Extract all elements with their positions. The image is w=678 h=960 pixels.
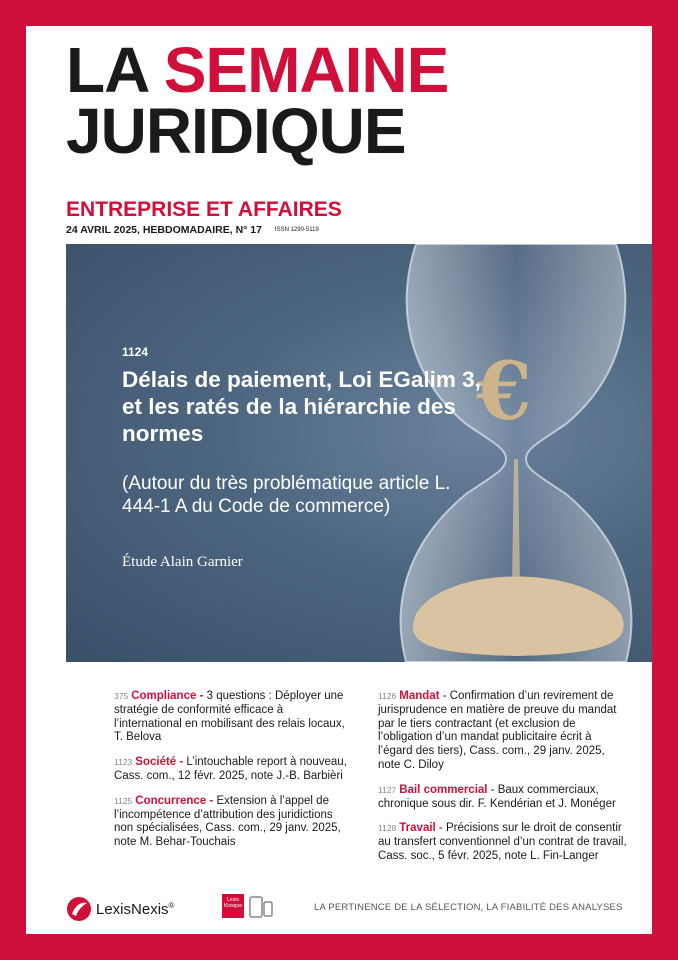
entry-text: - Confirmation d’un revirement de jurisprudence en matière de preuve du mandat par le tiers contractant (et exclusion de l’obligation d’un mandat publicitaire écrit à l’égard des tiers), Cass. com., 29 janv. 2025, note C. Diloy xyxy=(378,690,617,771)
entry-number: 375 xyxy=(114,691,129,701)
entry-category: Mandat xyxy=(399,690,440,702)
issue-date: 24 AVRIL 2025, HEBDOMADAIRE, N° 17 xyxy=(66,224,262,236)
entry-category: Concurrence - xyxy=(135,794,214,807)
footer xyxy=(26,892,652,922)
entry-text: - Précisions sur le droit de consentir au transfert conventionnel d’un contrat de travail, Cass. soc., 5 févr. 2025, note L. Fin-Langer xyxy=(378,822,627,862)
logo-text: LexisNexis® xyxy=(96,900,175,918)
entry-category: Bail commercial xyxy=(399,783,488,796)
dateline xyxy=(66,224,319,236)
devices-icon xyxy=(248,894,274,920)
lexis-kiosque-badge[interactable]: Lexis Kiosque xyxy=(222,894,244,918)
cover-title: Délais de paiement, Loi EGalim 3, et les ratés de la hiérarchie des normes xyxy=(122,367,481,446)
entry-number: 1125 xyxy=(114,795,133,806)
entry-text: L’intouchable report à nouveau, Cass. com., 12 févr. 2025, note J.-B. Barbièri xyxy=(114,756,347,782)
entry-category: Travail xyxy=(399,822,436,835)
cover-page xyxy=(26,26,652,934)
entry-number: 1123 xyxy=(114,757,133,768)
masthead-semaine: SEMAINE xyxy=(163,34,449,106)
entry-number: 1128 xyxy=(378,823,397,834)
masthead-la: LA xyxy=(66,34,147,106)
entry-category: Société - xyxy=(135,756,184,769)
masthead xyxy=(66,34,449,168)
summary-right-column xyxy=(378,690,628,875)
entry-category: Compliance - xyxy=(131,690,204,702)
summary-entry[interactable] xyxy=(114,795,354,850)
cover-image xyxy=(66,244,652,662)
summary-left-column xyxy=(114,690,354,861)
summary-entry[interactable] xyxy=(114,756,354,784)
summary-entry[interactable] xyxy=(378,822,628,863)
entry-number: 1127 xyxy=(378,784,397,795)
summary-entry[interactable] xyxy=(378,690,628,773)
masthead-juridique: JURIDIQUE xyxy=(66,95,406,168)
cover-subtitle: (Autour du très problématique article L. 444-1 A du Code de commerce) xyxy=(122,473,451,518)
hourglass-euro-icon xyxy=(386,244,652,662)
svg-text:€: € xyxy=(476,344,532,438)
entry-text: - Baux commerciaux, chronique sous dir. F. Kendérian et J. Monéger xyxy=(378,783,616,810)
lexisnexis-logo[interactable] xyxy=(66,896,174,922)
issn: ISSN 1290-5119 xyxy=(274,227,319,234)
summary-entry[interactable] xyxy=(114,690,354,745)
entry-text: 3 questions : Déployer une stratégie de conformité efficace à l’international en mobilisant des relais locaux, T. Belova xyxy=(114,690,345,744)
summary-entry[interactable] xyxy=(378,784,628,812)
entry-text: Extension à l’appel de l’incompétence d’attribution des juridictions non spécialisées, Cass. com., 29 janv. 2025, note M. Behar-Touchais xyxy=(114,794,341,849)
section-title: ENTREPRISE ET AFFAIRES xyxy=(66,198,342,221)
lexisnexis-logo-icon xyxy=(66,896,92,922)
cover-author: Étude Alain Garnier xyxy=(122,554,243,570)
tagline: LA PERTINENCE DE LA SÉLECTION, LA FIABILITÉ DES ANALYSES xyxy=(314,902,623,913)
cover-article-number: 1124 xyxy=(122,345,149,359)
entry-number: 1126 xyxy=(378,691,397,701)
